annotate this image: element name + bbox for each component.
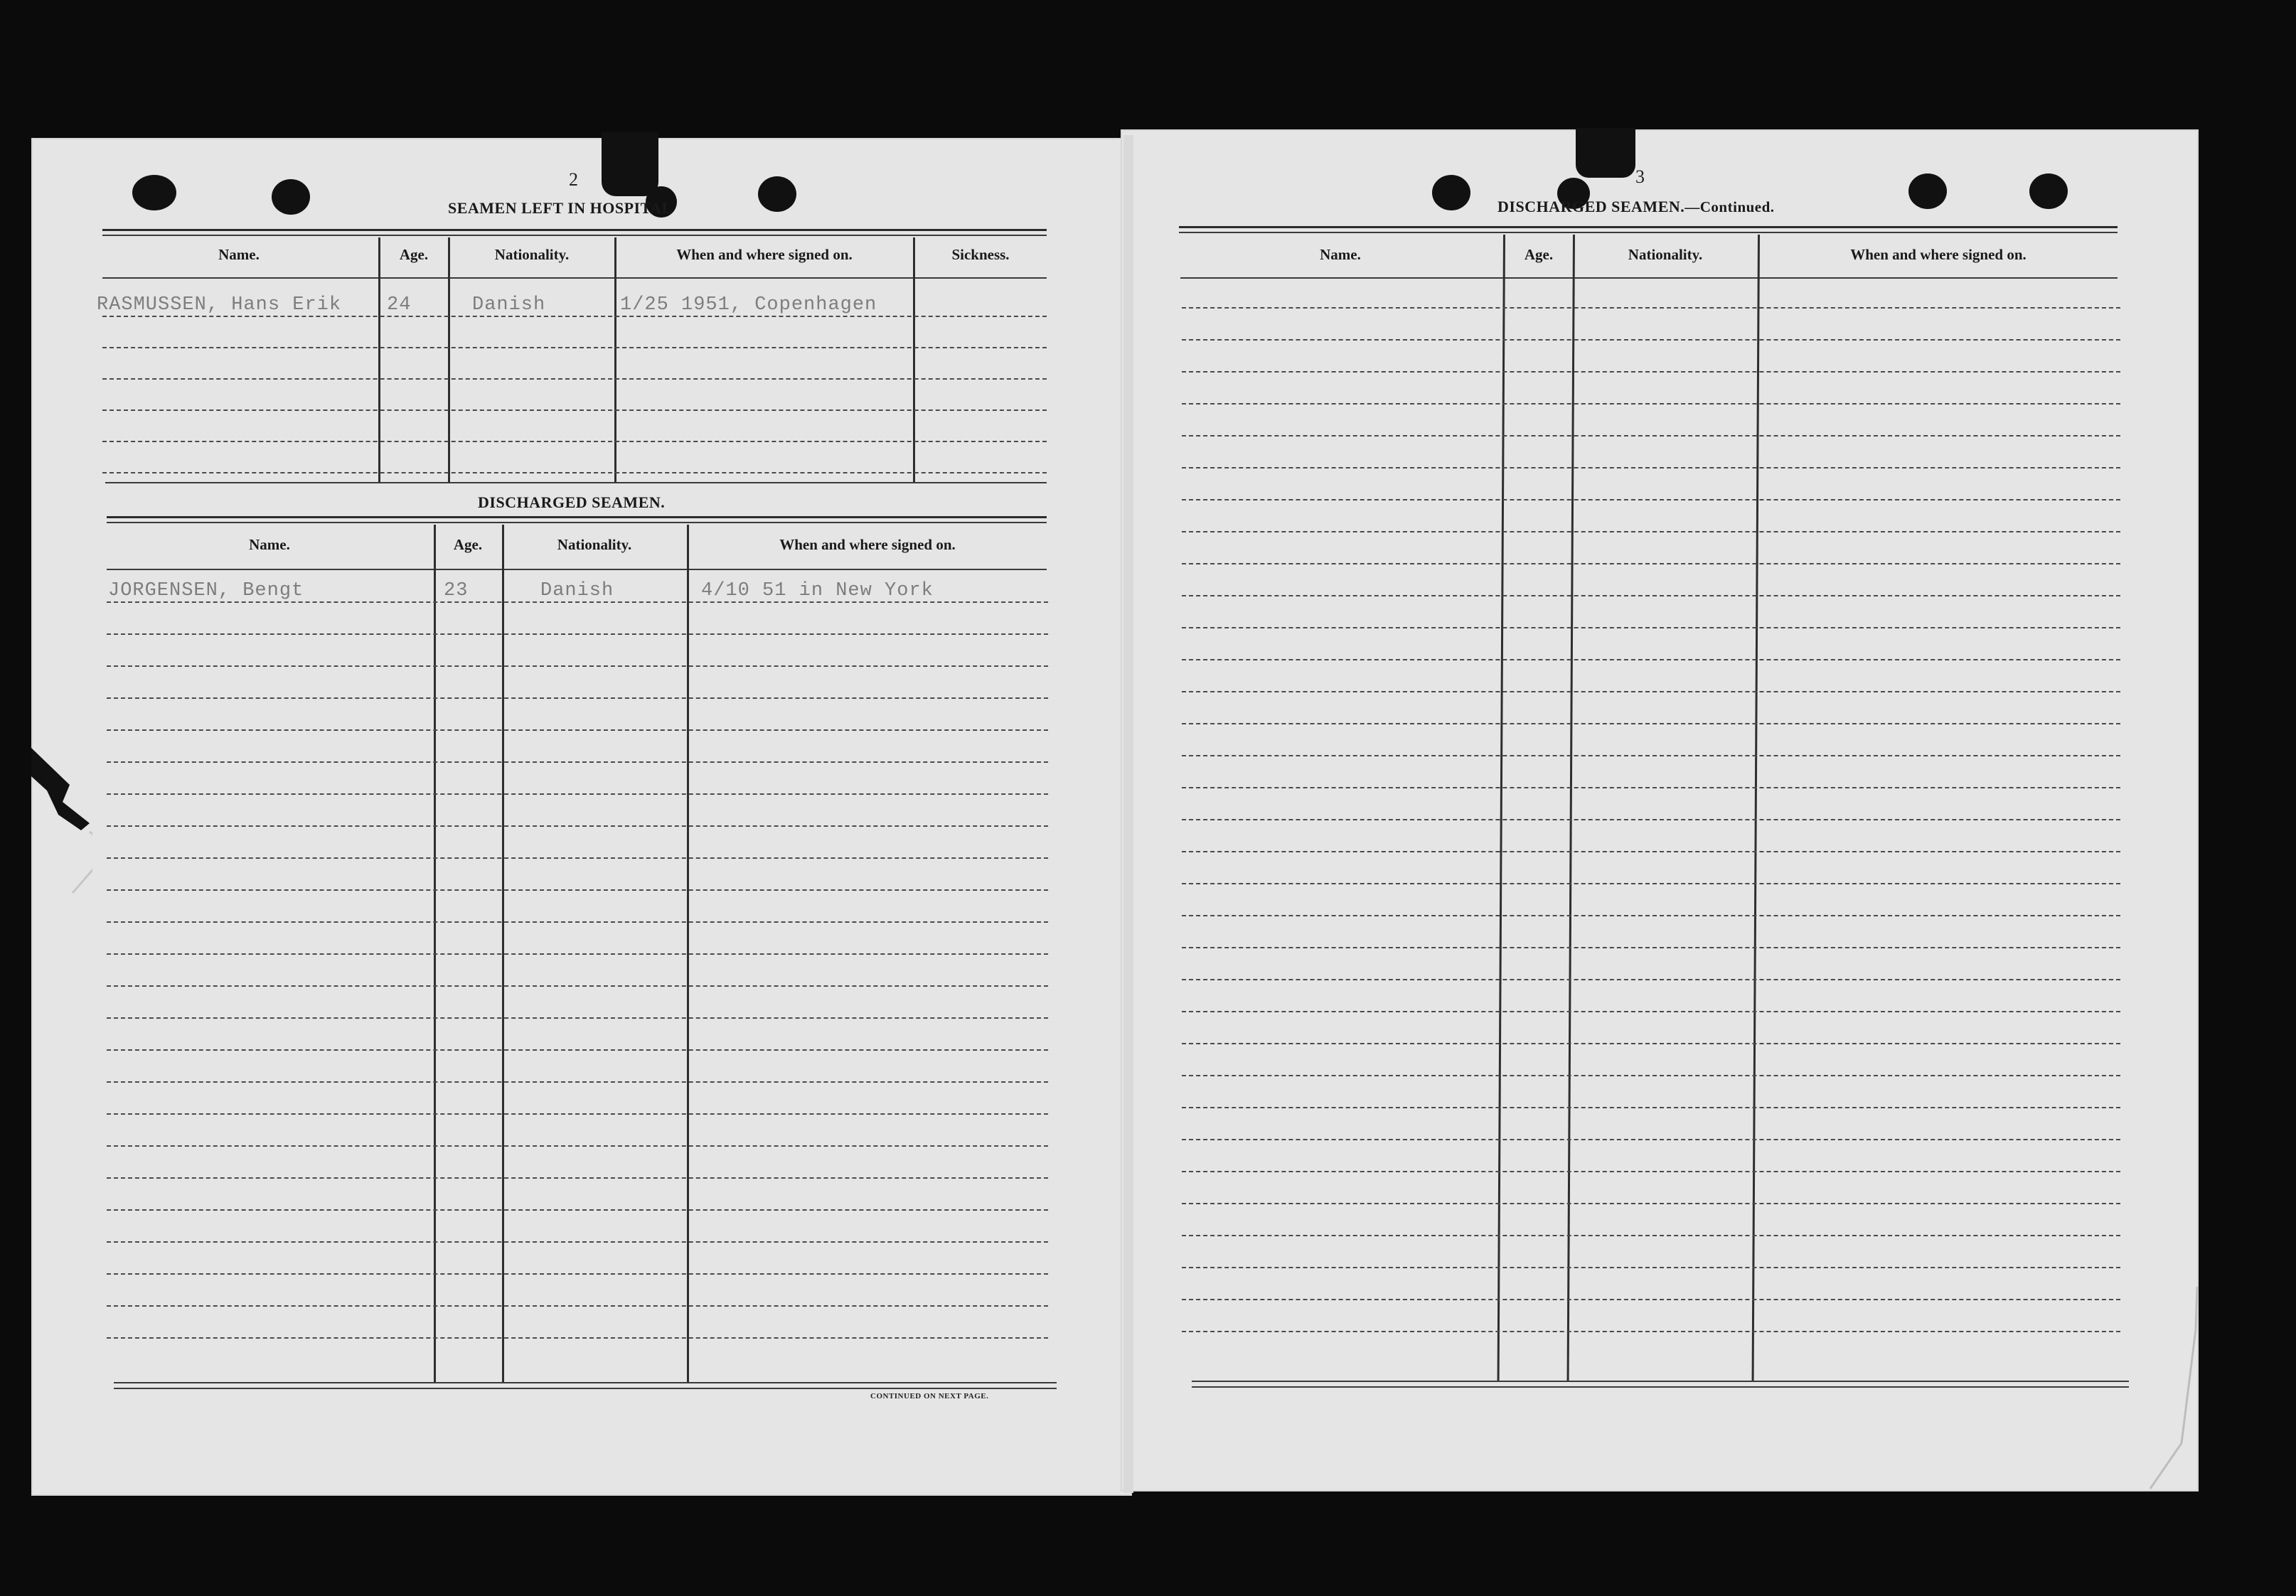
column-header: Nationality. <box>557 536 632 553</box>
row-line <box>1182 1171 2120 1172</box>
seaman-name: RASMUSSEN, Hans Erik <box>97 294 342 316</box>
punch-hole <box>2029 173 2068 209</box>
row-line <box>1182 1075 2120 1076</box>
seaman-age: 24 <box>387 294 412 316</box>
row-line <box>102 378 1047 380</box>
table-rule <box>107 516 1047 518</box>
row-line <box>1182 819 2120 820</box>
row-line <box>1182 339 2120 341</box>
row-line <box>107 697 1048 699</box>
column-divider <box>378 237 380 482</box>
row-line <box>107 1209 1048 1211</box>
row-line <box>1182 627 2120 628</box>
table-rule <box>1179 226 2118 228</box>
row-line <box>1182 851 2120 852</box>
row-line <box>102 441 1047 442</box>
row-line <box>107 633 1048 635</box>
row-line <box>107 953 1048 955</box>
row-line <box>1182 563 2120 564</box>
right-section-title <box>1497 198 1775 216</box>
seaman-age: 23 <box>444 580 469 601</box>
row-line <box>1182 1299 2120 1300</box>
row-line <box>107 1017 1048 1019</box>
seaman-nationality: Danish <box>540 580 614 601</box>
column-header: Age. <box>1524 246 1554 263</box>
column-header: Age. <box>399 246 429 263</box>
table-rule <box>1192 1381 2129 1382</box>
row-line <box>1182 883 2120 884</box>
column-divider <box>448 237 450 482</box>
table-rule <box>105 482 1047 483</box>
punch-hole <box>1908 173 1947 209</box>
row-line <box>102 316 1047 317</box>
table-rule <box>102 229 1047 231</box>
binding-tab <box>602 132 658 196</box>
punch-hole <box>132 175 176 210</box>
row-line <box>1182 723 2120 724</box>
seaman-signed-on: 1/25 1951, Copenhagen <box>620 294 877 316</box>
row-line <box>1182 1043 2120 1044</box>
row-line <box>1182 595 2120 596</box>
row-line <box>107 761 1048 763</box>
row-line <box>107 665 1048 667</box>
torn-edge <box>21 732 92 896</box>
left-page <box>31 138 1132 1496</box>
row-line <box>107 985 1048 987</box>
punch-hole <box>1432 175 1470 210</box>
row-line <box>1182 1267 2120 1268</box>
row-line <box>107 921 1048 923</box>
torn-edge <box>2130 1287 2201 1493</box>
row-line <box>1182 947 2120 948</box>
right-section-title-main: DISCHARGED SEAMEN. <box>1497 198 1685 215</box>
row-line <box>107 825 1048 827</box>
row-line <box>1182 915 2120 916</box>
page-number: 3 <box>1635 166 1645 187</box>
row-line <box>1182 531 2120 532</box>
row-line <box>1182 403 2120 405</box>
row-line <box>107 857 1048 859</box>
table-rule <box>1179 232 2118 233</box>
column-header: Sickness. <box>951 246 1010 263</box>
column-header: When and where signed on. <box>676 246 853 263</box>
column-header: Age. <box>453 536 483 553</box>
row-line <box>1182 435 2120 437</box>
row-line <box>1182 371 2120 373</box>
row-line <box>1182 787 2120 788</box>
punch-hole <box>758 176 796 212</box>
page-gutter <box>1123 135 1133 1493</box>
table-rule <box>107 522 1047 523</box>
column-header: When and where signed on. <box>779 536 956 553</box>
column-header: Nationality. <box>494 246 570 263</box>
row-line <box>107 729 1048 731</box>
column-header: When and where signed on. <box>1850 246 2027 263</box>
hospital-section-title: SEAMEN LEFT IN HOSPITAL <box>448 199 673 217</box>
row-line <box>107 889 1048 891</box>
punch-hole <box>272 179 310 215</box>
column-divider <box>913 237 915 482</box>
row-line <box>1182 307 2120 309</box>
column-header: Name. <box>218 246 260 263</box>
row-line <box>107 1113 1048 1115</box>
seaman-signed-on: 4/10 51 in New York <box>701 580 934 601</box>
row-line <box>1182 1107 2120 1108</box>
row-line <box>1182 1139 2120 1140</box>
row-line <box>1182 467 2120 468</box>
column-header: Name. <box>1320 246 1361 263</box>
row-line <box>107 1081 1048 1083</box>
binding-tab <box>1576 128 1635 178</box>
row-line <box>1182 1331 2120 1332</box>
row-line <box>107 601 1048 603</box>
column-header: Name. <box>249 536 290 553</box>
row-line <box>1182 1011 2120 1012</box>
column-divider <box>614 237 616 482</box>
row-line <box>1182 691 2120 692</box>
table-rule <box>1180 277 2118 279</box>
seaman-name: JORGENSEN, Bengt <box>108 580 304 601</box>
row-line <box>1182 1203 2120 1204</box>
table-rule <box>102 235 1047 236</box>
row-line <box>107 1305 1048 1307</box>
row-line <box>107 1145 1048 1147</box>
row-line <box>107 1273 1048 1275</box>
column-header: Nationality. <box>1628 246 1703 263</box>
row-line <box>107 1241 1048 1243</box>
table-rule <box>102 277 1047 279</box>
row-line <box>107 1177 1048 1179</box>
row-line <box>1182 1235 2120 1236</box>
right-section-title-suffix: —Continued. <box>1684 198 1775 215</box>
seaman-nationality: Danish <box>472 294 546 316</box>
row-line <box>107 793 1048 795</box>
row-line <box>1182 979 2120 980</box>
row-line <box>107 1049 1048 1051</box>
row-line <box>1182 755 2120 756</box>
continued-note: CONTINUED ON NEXT PAGE. <box>870 1392 989 1400</box>
discharged-section-title: DISCHARGED SEAMEN. <box>478 493 666 511</box>
row-line <box>102 472 1047 473</box>
table-rule <box>1192 1386 2129 1388</box>
row-line <box>102 409 1047 411</box>
table-rule <box>114 1388 1057 1389</box>
row-line <box>1182 659 2120 660</box>
page-number: 2 <box>569 169 578 190</box>
table-rule <box>107 569 1047 570</box>
table-rule <box>114 1382 1057 1383</box>
row-line <box>107 1337 1048 1339</box>
row-line <box>102 347 1047 348</box>
row-line <box>1182 499 2120 500</box>
right-page <box>1121 129 2199 1491</box>
